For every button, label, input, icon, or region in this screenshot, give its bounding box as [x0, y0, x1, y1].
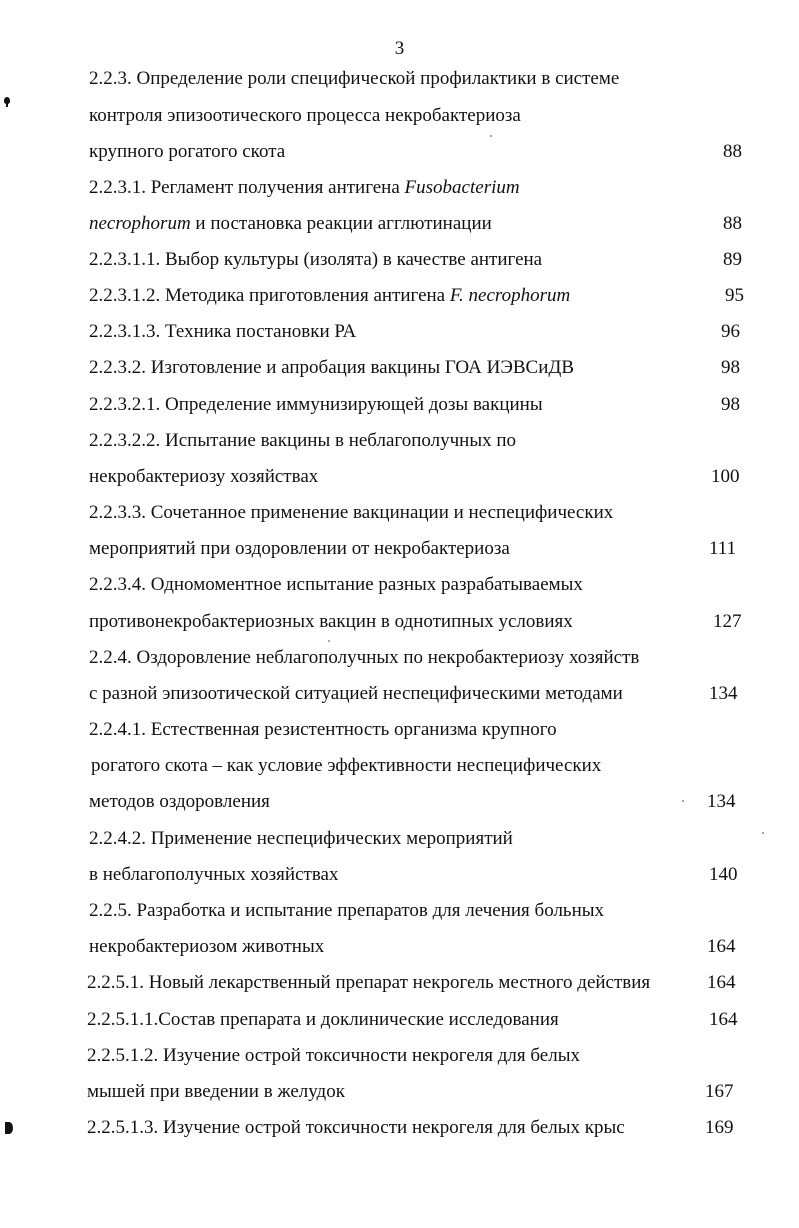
- toc-italic-text: F. necrophorum: [449, 285, 571, 306]
- toc-line: с разной эпизоотической ситуацией неспецифическими методами: [89, 683, 623, 704]
- toc-page-ref: 95: [725, 285, 744, 306]
- toc-page-ref: 98: [721, 357, 740, 378]
- margin-mark-top: [4, 97, 10, 104]
- toc-line: 2.2.5.1.3. Изучение острой токсичности некрогеля для белых крыс: [87, 1117, 625, 1138]
- scan-speck: [682, 800, 684, 802]
- toc-line: 2.2.3. Определение роли специфической профилактики в системе: [89, 68, 620, 89]
- toc-line: 2.2.3.3. Сочетанное применение вакцинации и неспецифических: [89, 502, 614, 523]
- toc-page-ref: 89: [723, 249, 742, 270]
- toc-line: 2.2.3.2.1. Определение иммунизирующей дозы вакцины: [89, 394, 543, 415]
- toc-page-ref: 88: [723, 213, 742, 234]
- toc-line: [89, 176, 520, 200]
- toc-text: 2.2.3.1.2. Методика приготовления антигена: [89, 285, 450, 306]
- toc-page-ref: 88: [723, 141, 742, 162]
- toc-page-ref: 140: [709, 864, 738, 885]
- toc-page-ref: 98: [721, 394, 740, 415]
- toc-line: 2.2.3.1.1. Выбор культуры (изолята) в качестве антигена: [89, 249, 543, 270]
- toc-line: крупного рогатого скота: [89, 141, 286, 162]
- toc-line: 2.2.5.1.1.Состав препарата и доклинические исследования: [87, 1009, 559, 1030]
- toc-page-ref: 127: [713, 611, 742, 632]
- toc-page-ref: 164: [707, 936, 736, 957]
- toc-page-ref: 111: [709, 538, 737, 559]
- scan-speck: [762, 832, 764, 834]
- toc-line: 2.2.4.2. Применение неспецифических мероприятий: [89, 828, 513, 849]
- toc-line: 2.2.3.2. Изготовление и апробация вакцины ГОА ИЭВСиДВ: [89, 357, 575, 378]
- scan-speck: [328, 640, 330, 642]
- toc-line: 2.2.3.2.2. Испытание вакцины в неблагополучных по: [89, 430, 517, 451]
- toc-page-ref: 134: [707, 791, 736, 812]
- toc-line: мероприятий при оздоровлении от некробактериоза: [89, 538, 510, 559]
- toc-page-ref: 100: [711, 466, 740, 487]
- toc-line: 2.2.5. Разработка и испытание препаратов для лечения больных: [89, 900, 605, 921]
- toc-line: контроля эпизоотического процесса некробактериоза: [89, 105, 521, 126]
- toc-line: [89, 212, 492, 236]
- toc-line: 2.2.4. Оздоровление неблагополучных по некробактериозу хозяйств: [89, 647, 640, 668]
- toc-page-ref: 167: [705, 1081, 734, 1102]
- toc-line: 2.2.4.1. Естественная резистентность организма крупного: [89, 719, 557, 740]
- toc-line: 2.2.5.1.2. Изучение острой токсичности некрогеля для белых: [87, 1045, 580, 1066]
- toc-line: противонекробактериозных вакцин в однотипных условиях: [89, 611, 573, 632]
- toc-text: 2.2.3.1. Регламент получения антигена: [89, 177, 405, 198]
- toc-page-ref: 164: [707, 972, 736, 993]
- toc-line: 2.2.3.4. Одномоментное испытание разных разрабатываемых: [89, 574, 583, 595]
- toc-line: мышей при введении в желудок: [87, 1081, 345, 1102]
- toc-line: [89, 284, 570, 308]
- toc-line: в неблагополучных хозяйствах: [89, 864, 339, 885]
- toc-text: и постановка реакции агглютинации: [190, 213, 492, 234]
- toc-italic-text: necrophorum: [89, 213, 191, 234]
- toc-line: 2.2.3.1.3. Техника постановки РА: [89, 321, 357, 342]
- margin-mark-bottom: [5, 1122, 13, 1134]
- toc-line: 2.2.5.1. Новый лекарственный препарат некрогель местного действия: [87, 972, 651, 993]
- toc-page-ref: 134: [709, 683, 738, 704]
- toc-line: методов оздоровления: [89, 791, 270, 812]
- toc-page-ref: 164: [709, 1009, 738, 1030]
- toc-line: некробактериозом животных: [89, 936, 325, 957]
- toc-page-ref: 96: [721, 321, 740, 342]
- scan-speck: [490, 135, 492, 137]
- toc-italic-text: Fusobacterium: [404, 177, 520, 198]
- page-number: 3: [394, 38, 405, 59]
- toc-line: некробактериозу хозяйствах: [89, 466, 319, 487]
- toc-line: рогатого скота – как условие эффективности неспецифических: [91, 755, 602, 776]
- toc-page-ref: 169: [705, 1117, 734, 1138]
